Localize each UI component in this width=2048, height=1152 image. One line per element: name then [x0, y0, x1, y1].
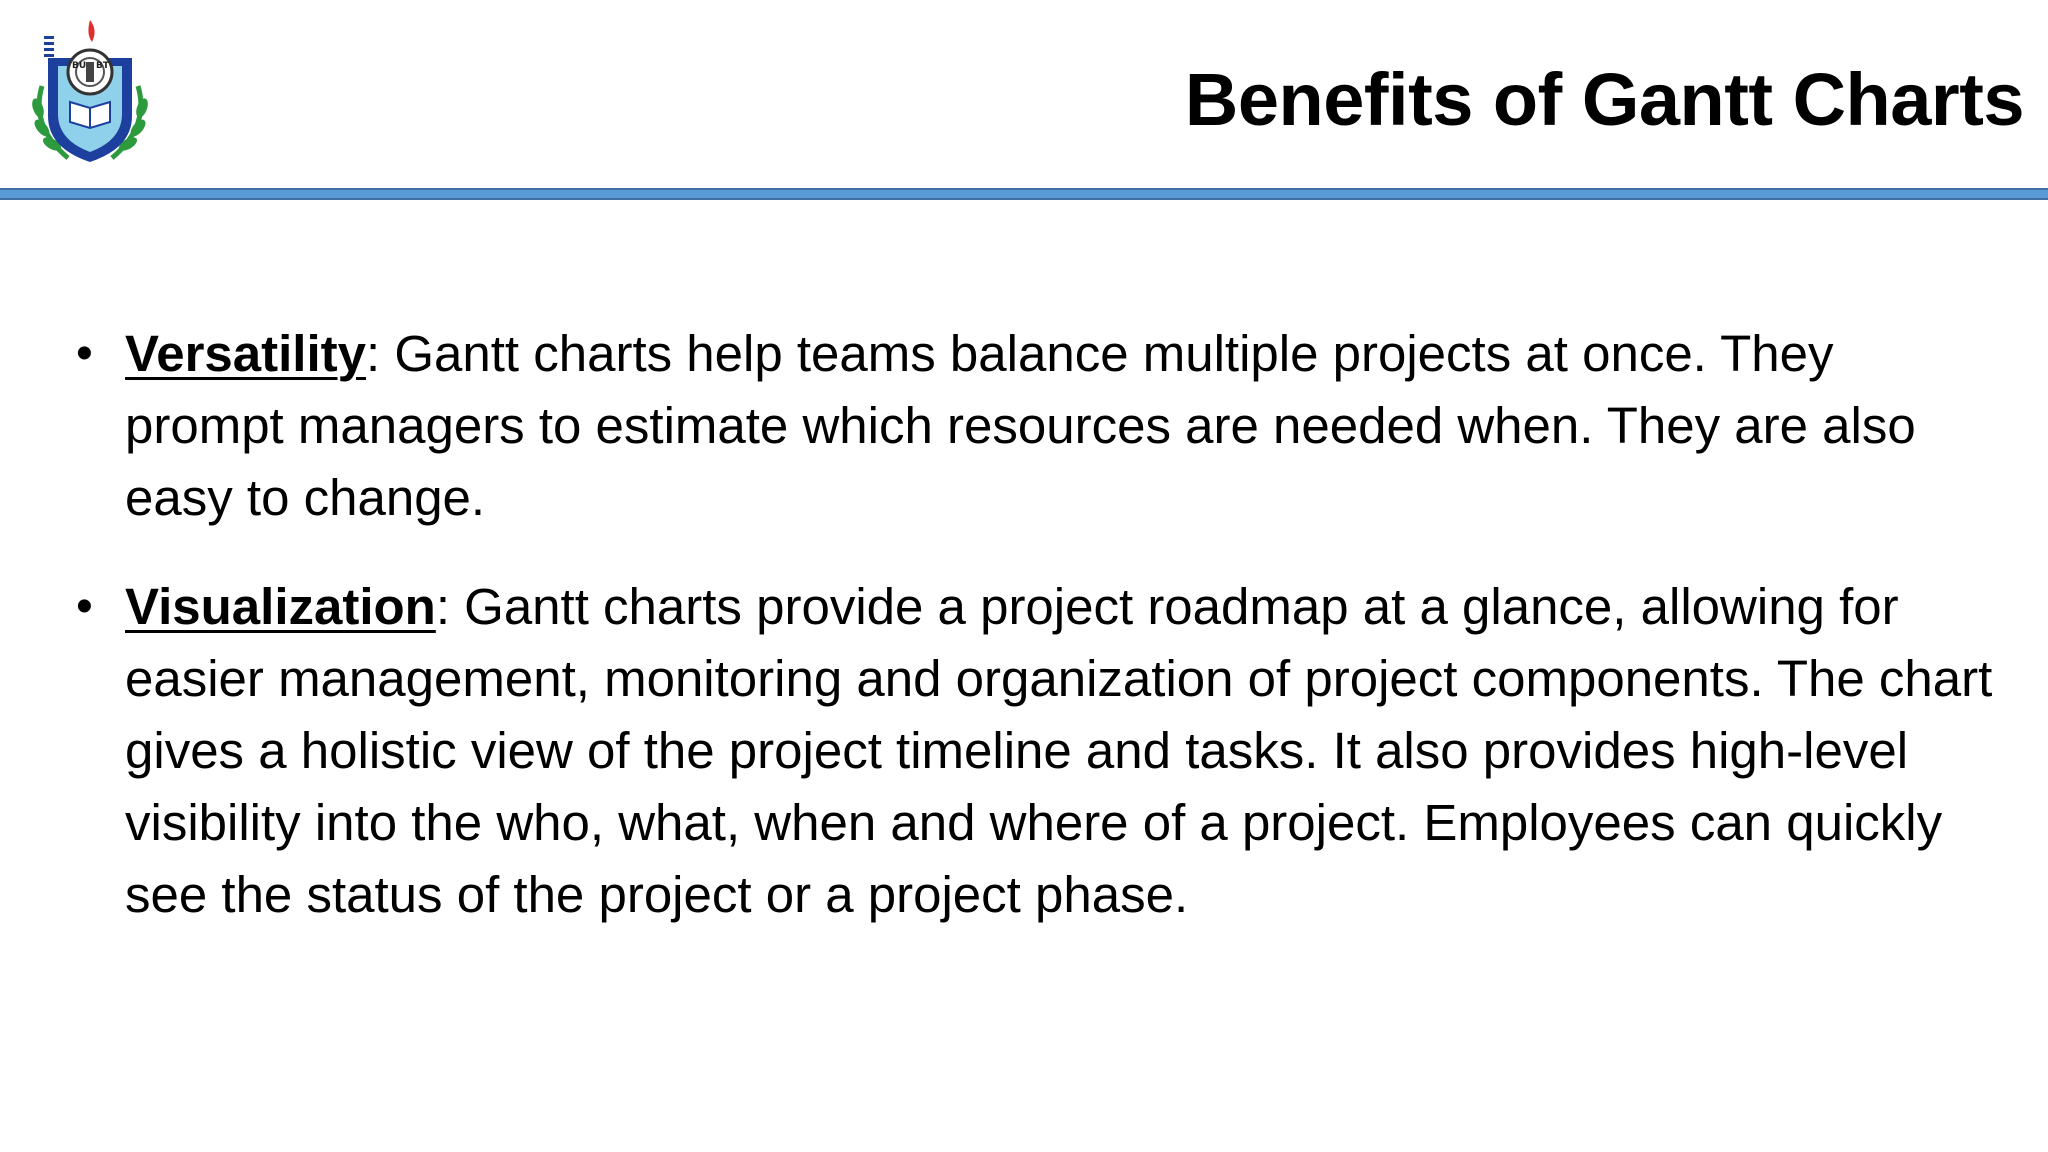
bullet-item-visualization: [0, 571, 2048, 931]
svg-text:BT: BT: [96, 61, 109, 71]
title-divider: [0, 188, 2048, 200]
bullet-text: : Gantt charts provide a project roadmap at a glance, allowing for easier management, monitoring and organization of project components. The chart gives a holistic view of the project timeline and tasks. It also provides high-level visibility into the who, what, when and where of a project. Employees can quickly see the status of the project or a project phase.: [125, 578, 1993, 923]
bullet-list: [0, 318, 2048, 968]
bullet-term: Visualization: [125, 578, 436, 635]
bullet-dot-icon: •: [76, 580, 93, 633]
university-logo: [28, 16, 152, 168]
bullet-dot-icon: •: [76, 327, 93, 380]
svg-text:BU: BU: [72, 61, 87, 71]
bullet-term: Versatility: [125, 325, 366, 382]
bullet-text: : Gantt charts help teams balance multiple projects at once. They prompt managers to estimate which resources are needed when. They are also easy to change.: [125, 325, 1916, 526]
university-crest-icon: [28, 16, 152, 168]
bullet-item-versatility: [0, 318, 2048, 534]
slide-title: Benefits of Gantt Charts: [1184, 58, 2024, 141]
